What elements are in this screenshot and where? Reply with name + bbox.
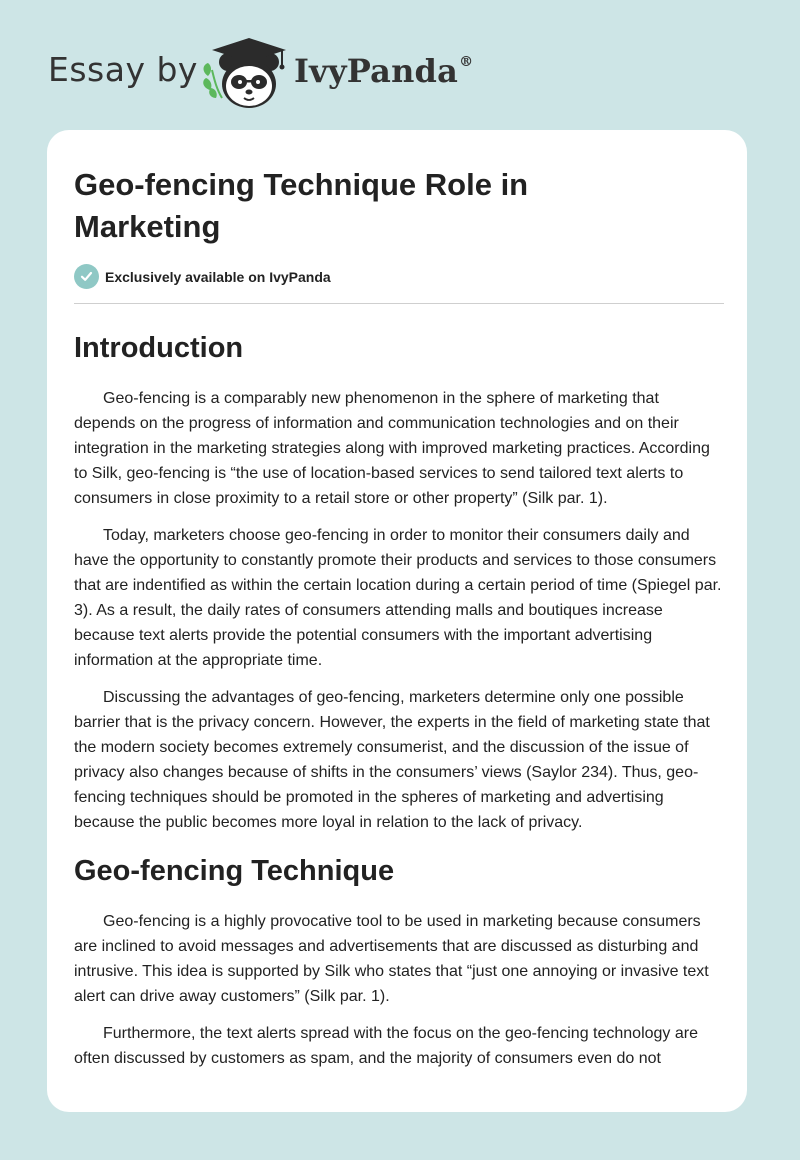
divider — [74, 303, 724, 304]
paragraph: Today, marketers choose geo-fencing in order to monitor their consumers daily and have the opportunity to constantly promote their products and services to those consumers that are indentified as within the certain location during a certain period of time (Spiegel par. 3). As a result, the daily rates of consumers attending malls and boutiques increase because text alerts provide the potential consumers with the important advertising information at the appropriate time. — [74, 527, 722, 669]
brand-prefix: Essay by — [48, 50, 198, 89]
section-geo-fencing-technique — [74, 847, 724, 1071]
brand-name[interactable] — [294, 52, 473, 90]
exclusive-badge — [74, 263, 331, 290]
exclusive-text: Exclusively available on IvyPanda — [105, 268, 331, 285]
paragraph: Furthermore, the text alerts spread with the focus on the geo-fencing technology are often discussed by customers as spam, and the majority of consumers even do not — [74, 1025, 698, 1067]
registered-mark: ® — [459, 54, 474, 70]
brand-name-text: IvyPanda — [294, 52, 459, 90]
paragraph: Geo-fencing is a comparably new phenomenon in the sphere of marketing that depends on the progress of information and communication technologies and on their integration in the marketing strategies along with improved marketing practices. According to Silk, geo-fencing is “the use of location-based services to send tailored text alerts to consumers in close proximity to a retail store or other property” (Silk par. 1). — [74, 390, 710, 507]
section-heading-introduction: Introduction — [74, 332, 244, 364]
check-icon — [74, 264, 99, 289]
essay-content — [74, 320, 724, 1083]
page-title: Geo-fencing Technique Role in Marketing — [74, 167, 529, 244]
paragraph: Discussing the advantages of geo-fencing, marketers determine only one possible barrier that is the privacy concern. However, the experts in the field of marketing state that the modern society becomes extremely consumerist, and the discussion of the issue of privacy also changes because of shifts in the consumers’ views (Saylor 234). Thus, geo-fencing techniques should be promoted in the spheres of marketing and advertising because the public becomes more loyal in relation to the lack of privacy. — [74, 689, 710, 831]
brand-header — [48, 32, 508, 112]
paragraph: Geo-fencing is a highly provocative tool to be used in marketing because consumers are inclined to avoid messages and advertisements that are discussed as disturbing and intrusive. This idea is supported by Silk who states that “just one annoying or invasive text alert can drive away customers” (Silk par. 1). — [74, 913, 709, 1005]
essay-card — [47, 130, 747, 1112]
section-heading-geo-fencing-technique: Geo-fencing Technique — [74, 855, 395, 887]
section-introduction — [74, 324, 724, 835]
panda-graduate-logo-icon[interactable] — [200, 32, 296, 112]
